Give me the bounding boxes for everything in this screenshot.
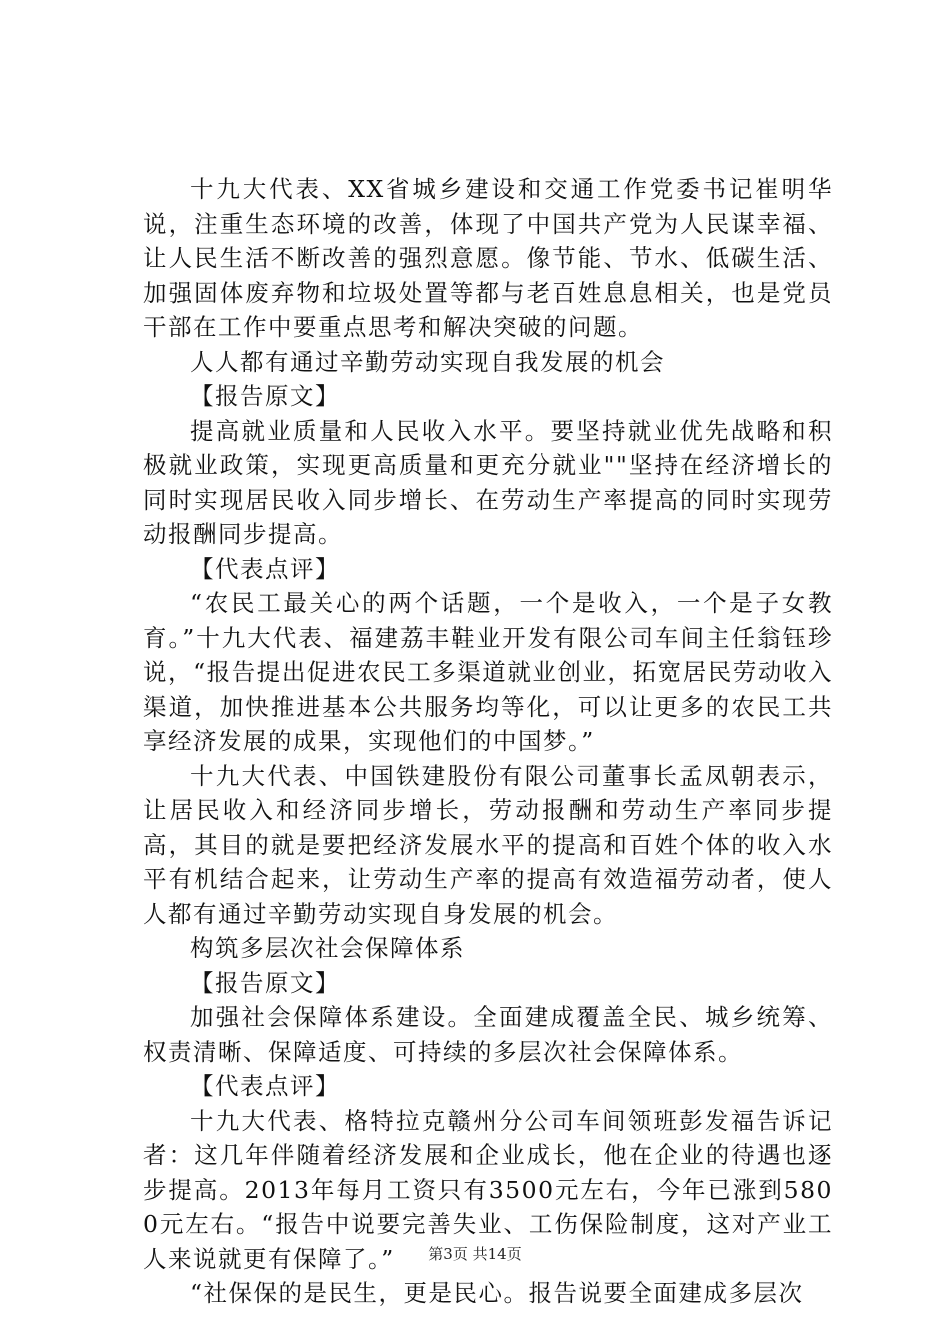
paragraph-weng-yuzhen-comment: “农民工最关心的两个话题，一个是收入，一个是子女教育。”十九大代表、福建荔丰鞋业开发有限公司车间主任翁钰珍说，“报告提出促进农民工多渠道就业创业，拓宽居民劳动收入渠道，加快推进基本公共服务均等化，可以让更多的农民工共享经济发展的成果，实现他们的中国梦。” — [143, 589, 833, 755]
document-body — [143, 172, 833, 1311]
paragraph-meng-fengchao-comment: 十九大代表、中国铁建股份有限公司董事长孟凤朝表示，让居民收入和经济同步增长，劳动报酬和劳动生产率同步提高，其目的就是要把经济发展水平的提高和百姓个体的收入水平有机结合起来，让劳动生产率的提高有效造福劳动者，使人人都有通过辛勤劳动实现自身发展的机会。 — [143, 761, 833, 928]
paragraph-cui-minghua-comment: 十九大代表、XX省城乡建设和交通工作党委书记崔明华说，注重生态环境的改善，体现了中国共产党为人民谋幸福、让人民生活不断改善的强烈意愿。像节能、节水、低碳生活、加强固体废弃物和垃圾处置等都与老百姓息息相关，也是党员干部在工作中要重点思考和解决突破的问题。 — [143, 175, 833, 341]
paragraph-report-social-security: 加强社会保障体系建设。全面建成覆盖全民、城乡统筹、权责清晰、保障适度、可持续的多层次社会保障体系。 — [143, 1003, 833, 1066]
page-number-footer: 第3页 共14页 — [428, 1245, 522, 1263]
section-heading-social-security: 构筑多层次社会保障体系 — [190, 934, 465, 962]
label-delegate-comment: 【代表点评】 — [190, 554, 340, 583]
paragraph-report-employment: 提高就业质量和人民收入水平。要坚持就业优先战略和积极就业政策，实现更高质量和更充分就业""坚持在经济增长的同时实现居民收入同步增长、在劳动生产率提高的同时实现劳动报酬同步提高。 — [143, 416, 833, 548]
label-delegate-comment: 【代表点评】 — [190, 1072, 340, 1100]
label-report-original: 【报告原文】 — [190, 382, 340, 410]
paragraph-peng-fafu-comment: 十九大代表、格特拉克赣州分公司车间领班彭发福告诉记者：这几年伴随着经济发展和企业成长，他在企业的待遇也逐步提高。2013年每月工资只有3500元左右，今年已涨到5800元左右。“报告中说要完善失业、工伤保险制度，这对产业工人来说就更有保障了。” — [143, 1106, 833, 1273]
label-report-original: 【报告原文】 — [190, 968, 340, 997]
section-heading-employment: 人人都有通过辛勤劳动实现自我发展的机会 — [190, 347, 665, 376]
paragraph-social-security-quote: “社保保的是民生，更是民心。报告说要全面建成多层次 — [190, 1279, 804, 1307]
